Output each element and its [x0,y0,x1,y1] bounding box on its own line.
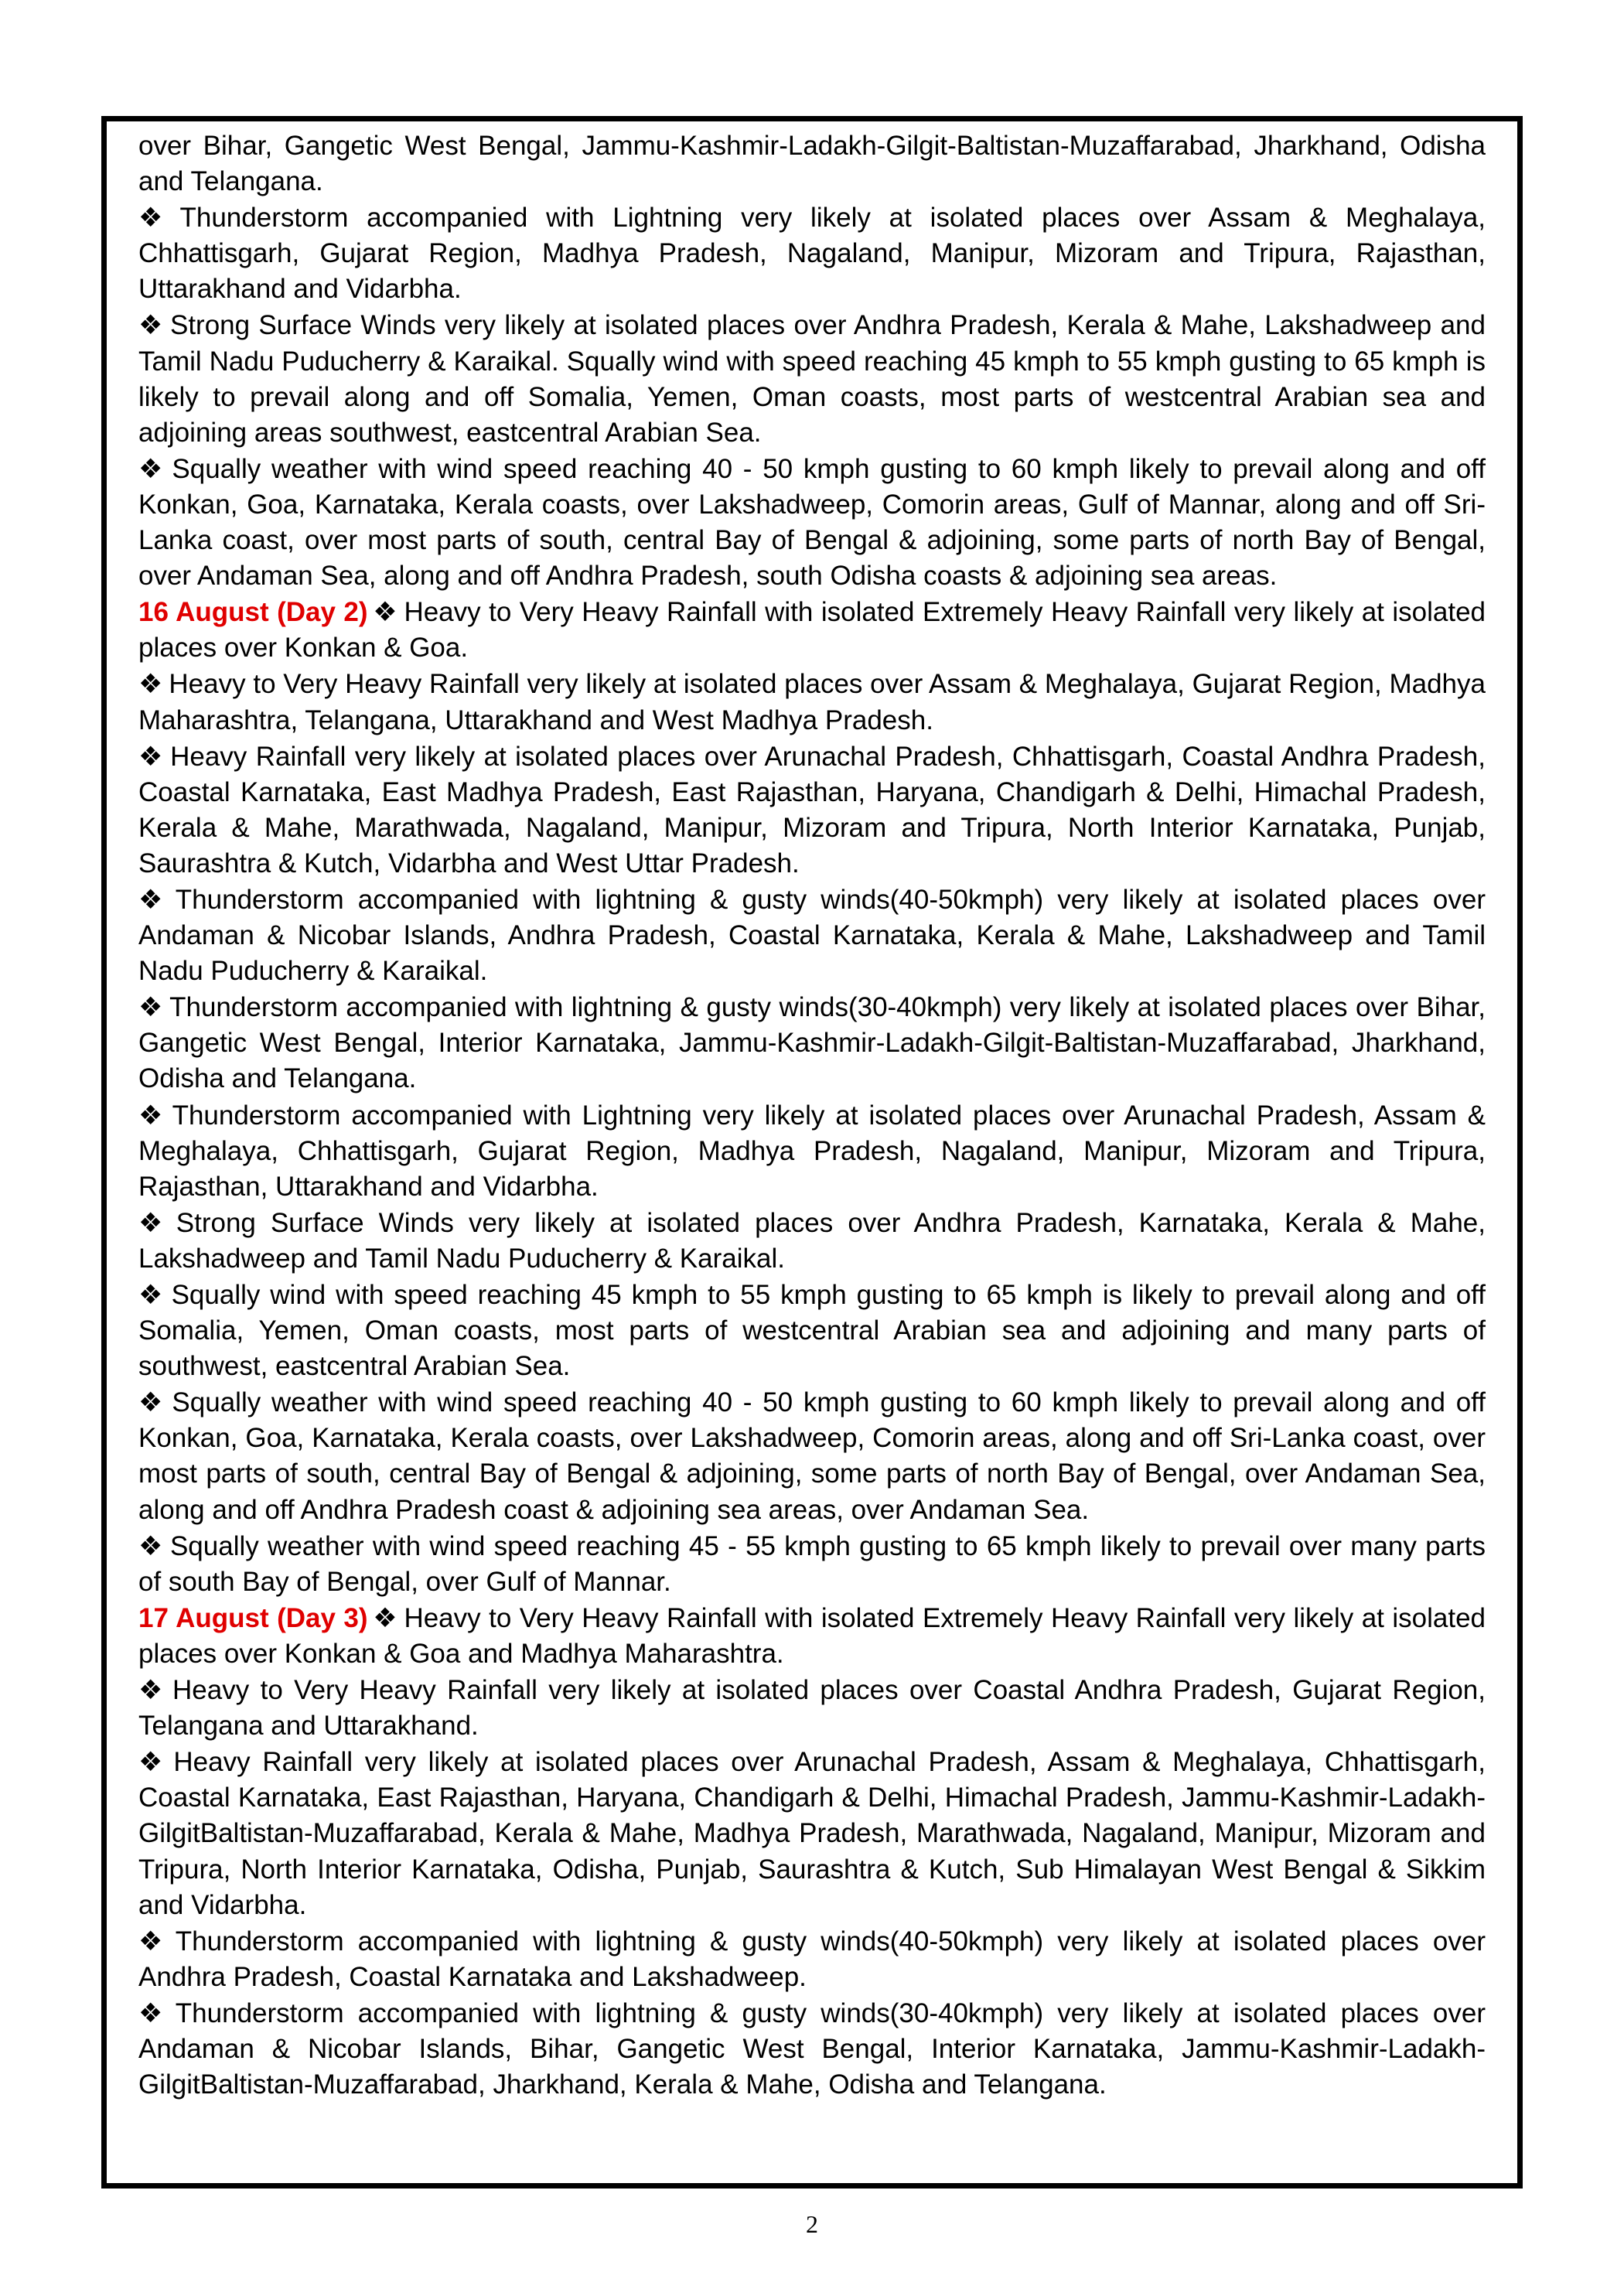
diamond-bullet-icon: ❖ [372,1602,398,1633]
diamond-bullet-icon: ❖ [138,1747,168,1778]
day-label: 17 August (Day 3) [138,1602,368,1633]
paragraph-text: over Bihar, Gangetic West Bengal, Jammu-Kashmir-Ladakh-Gilgit-Baltistan-Muzaffarabad, Jharkhand, Odisha and Telangana. [138,131,1486,197]
paragraph-text: Heavy to Very Heavy Rainfall very likely at isolated places over Assam & Meghalaya, Gujarat Region, Madhya Maharashtra, Telangana, Uttarakhand and West Madhya Pradesh. [138,669,1486,735]
paragraph-text: Thunderstorm accompanied with Lightning very likely at isolated places over Arunachal Pradesh, Assam & Meghalaya, Chhattisgarh, Gujarat Region, Madhya Pradesh, Nagaland, Manipur, Mizoram and Tripura, Rajasthan, Uttarakhand and Vidarbha. [138,1100,1486,1202]
forecast-paragraph [138,1385,1486,1527]
paragraph-text: Squally weather with wind speed reaching 40 - 50 kmph gusting to 60 kmph likely to prevail along and off Konkan, Goa, Karnataka, Kerala coasts, over Lakshadweep, Comorin areas, Gulf of Mannar, along and off Sri-Lanka coast, over most parts of south, central Bay of Bengal & adjoining, some parts of north Bay of Bengal, over Andaman Sea, along and off Andhra Pradesh, south Odisha coasts & adjoining sea areas. [138,453,1486,592]
forecast-paragraph [138,990,1486,1097]
paragraph-text: Heavy Rainfall very likely at isolated places over Arunachal Pradesh, Assam & Meghalaya, Chhattisgarh, Coastal Karnataka, East Rajasthan, Haryana, Chandigarh & Delhi, Himachal Pradesh, Jammu-Kashmir-Ladakh-GilgitBaltistan-Muzaffarabad, Kerala & Mahe, Madhya Pradesh, Marathwada, Nagaland, Manipur, Mizoram and Tripura, North Interior Karnataka, Odisha, Punjab, Saurashtra & Kutch, Sub Himalayan West Bengal & Sikkim and Vidarbha. [138,1747,1486,1920]
diamond-bullet-icon: ❖ [138,1926,169,1957]
paragraph-text: Strong Surface Winds very likely at isolated places over Andhra Pradesh, Kerala & Mahe, Lakshadweep and Tamil Nadu Puducherry & Karaikal. Squally wind with speed reaching 45 kmph to 55 kmph gusting to 65 kmph is likely to prevail along and off Somalia, Yemen, Oman coasts, most parts of westcentral Arabian sea and adjoining areas southwest, eastcentral Arabian Sea. [138,310,1486,448]
paragraph-text: Heavy to Very Heavy Rainfall very likely at isolated places over Coastal Andhra Pradesh, Gujarat Region, Telangana and Uttarakhand. [138,1675,1486,1742]
diamond-bullet-icon: ❖ [138,741,165,772]
paragraph-text: Heavy to Very Heavy Rainfall with isolated Extremely Heavy Rainfall very likely at isolated places over Konkan & Goa. [138,597,1486,664]
forecast-paragraph [138,452,1486,594]
diamond-bullet-icon: ❖ [138,992,164,1023]
diamond-bullet-icon: ❖ [138,1100,166,1131]
forecast-paragraph [138,200,1486,307]
diamond-bullet-icon: ❖ [138,884,169,915]
paragraph-text: Strong Surface Winds very likely at isolated places over Andhra Pradesh, Karnataka, Kerala & Mahe, Lakshadweep and Tamil Nadu Puducherry & Karaikal. [138,1207,1486,1274]
paragraph-text: Thunderstorm accompanied with lightning & gusty winds(40-50kmph) very likely at isolated places over Andaman & Nicobar Islands, Andhra Pradesh, Coastal Karnataka, Kerala & Mahe, Lakshadweep and Tamil Nadu Puducherry & Karaikal. [138,884,1486,987]
forecast-paragraph [138,1278,1486,1384]
forecast-paragraph [138,1745,1486,1922]
paragraph-text: Squally weather with wind speed reaching 45 - 55 kmph gusting to 65 kmph likely to prevail over many parts of south Bay of Bengal, over Gulf of Mannar. [138,1530,1486,1597]
paragraph-text: Thunderstorm accompanied with lightning & gusty winds(30-40kmph) very likely at isolated places over Andaman & Nicobar Islands, Bihar, Gangetic West Bengal, Interior Karnataka, Jammu-Kashmir-Ladakh-GilgitBaltistan-Muzaffarabad, Jharkhand, Kerala & Mahe, Odisha and Telangana. [138,1997,1486,2100]
paragraph-text: Squally wind with speed reaching 45 kmph to 55 kmph gusting to 65 kmph is likely to prevail along and off Somalia, Yemen, Oman coasts, most parts of westcentral Arabian sea and adjoining and many parts of southwest, eastcentral Arabian Sea. [138,1280,1486,1382]
diamond-bullet-icon: ❖ [138,203,174,234]
paragraph-text: Thunderstorm accompanied with lightning & gusty winds(40-50kmph) very likely at isolated places over Andhra Pradesh, Coastal Karnataka and Lakshadweep. [138,1926,1486,1992]
paragraph-text: Heavy Rainfall very likely at isolated places over Arunachal Pradesh, Chhattisgarh, Coastal Andhra Pradesh, Coastal Karnataka, East Madhya Pradesh, East Rajasthan, Haryana, Chandigarh & Delhi, Himachal Pradesh, Kerala & Mahe, Marathwada, Nagaland, Manipur, Mizoram and Tripura, North Interior Karnataka, Punjab, Saurashtra & Kutch, Vidarbha and West Uttar Pradesh. [138,741,1486,878]
diamond-bullet-icon: ❖ [138,1387,166,1418]
day-forecast-paragraph [138,595,1486,666]
diamond-bullet-icon: ❖ [138,1675,167,1706]
diamond-bullet-icon: ❖ [138,453,166,484]
forecast-paragraph [138,882,1486,989]
forecast-paragraph [138,1098,1486,1205]
paragraph-text: Squally weather with wind speed reaching 40 - 50 kmph gusting to 60 kmph likely to prevail along and off Konkan, Goa, Karnataka, Kerala coasts, over Lakshadweep, Comorin areas, along and off Sri-Lanka coast, over most parts of south, central Bay of Bengal & adjoining, some parts of north Bay of Bengal, over Andaman Sea, along and off Andhra Pradesh coast & adjoining sea areas, over Andaman Sea. [138,1387,1486,1525]
bulletin-frame [101,116,1523,2189]
day-forecast-paragraph [138,1601,1486,1672]
forecast-paragraph [138,1924,1486,1995]
paragraph-text: Thunderstorm accompanied with Lightning very likely at isolated places over Assam & Meghalaya, Chhattisgarh, Gujarat Region, Madhya Pradesh, Nagaland, Manipur, Mizoram and Tripura, Rajasthan, Uttarakhand and Vidarbha. [138,203,1486,305]
day-label: 16 August (Day 2) [138,597,368,628]
forecast-paragraph [138,1673,1486,1744]
diamond-bullet-icon: ❖ [372,597,398,628]
diamond-bullet-icon: ❖ [138,1207,170,1238]
forecast-paragraph [138,739,1486,882]
forecast-paragraph [138,1206,1486,1277]
diamond-bullet-icon: ❖ [138,1997,169,2028]
page-number: 2 [806,2210,818,2238]
forecast-paragraph [138,667,1486,738]
forecast-content [138,128,1486,2103]
paragraph-text: Heavy to Very Heavy Rainfall with isolated Extremely Heavy Rainfall very likely at isolated places over Konkan & Goa and Madhya Maharashtra. [138,1602,1486,1669]
forecast-paragraph [138,1996,1486,2103]
paragraph-text: Thunderstorm accompanied with lightning & gusty winds(30-40kmph) very likely at isolated places over Bihar, Gangetic West Bengal, Interior Karnataka, Jammu-Kashmir-Ladakh-Gilgit-Baltistan-Muzaffarabad, Jharkhand, Odisha and Telangana. [138,992,1486,1094]
diamond-bullet-icon: ❖ [138,1280,165,1310]
diamond-bullet-icon: ❖ [138,1530,164,1561]
diamond-bullet-icon: ❖ [138,669,163,700]
diamond-bullet-icon: ❖ [138,310,164,341]
forecast-paragraph [138,1529,1486,1600]
forecast-paragraph [138,128,1486,200]
forecast-paragraph [138,308,1486,450]
